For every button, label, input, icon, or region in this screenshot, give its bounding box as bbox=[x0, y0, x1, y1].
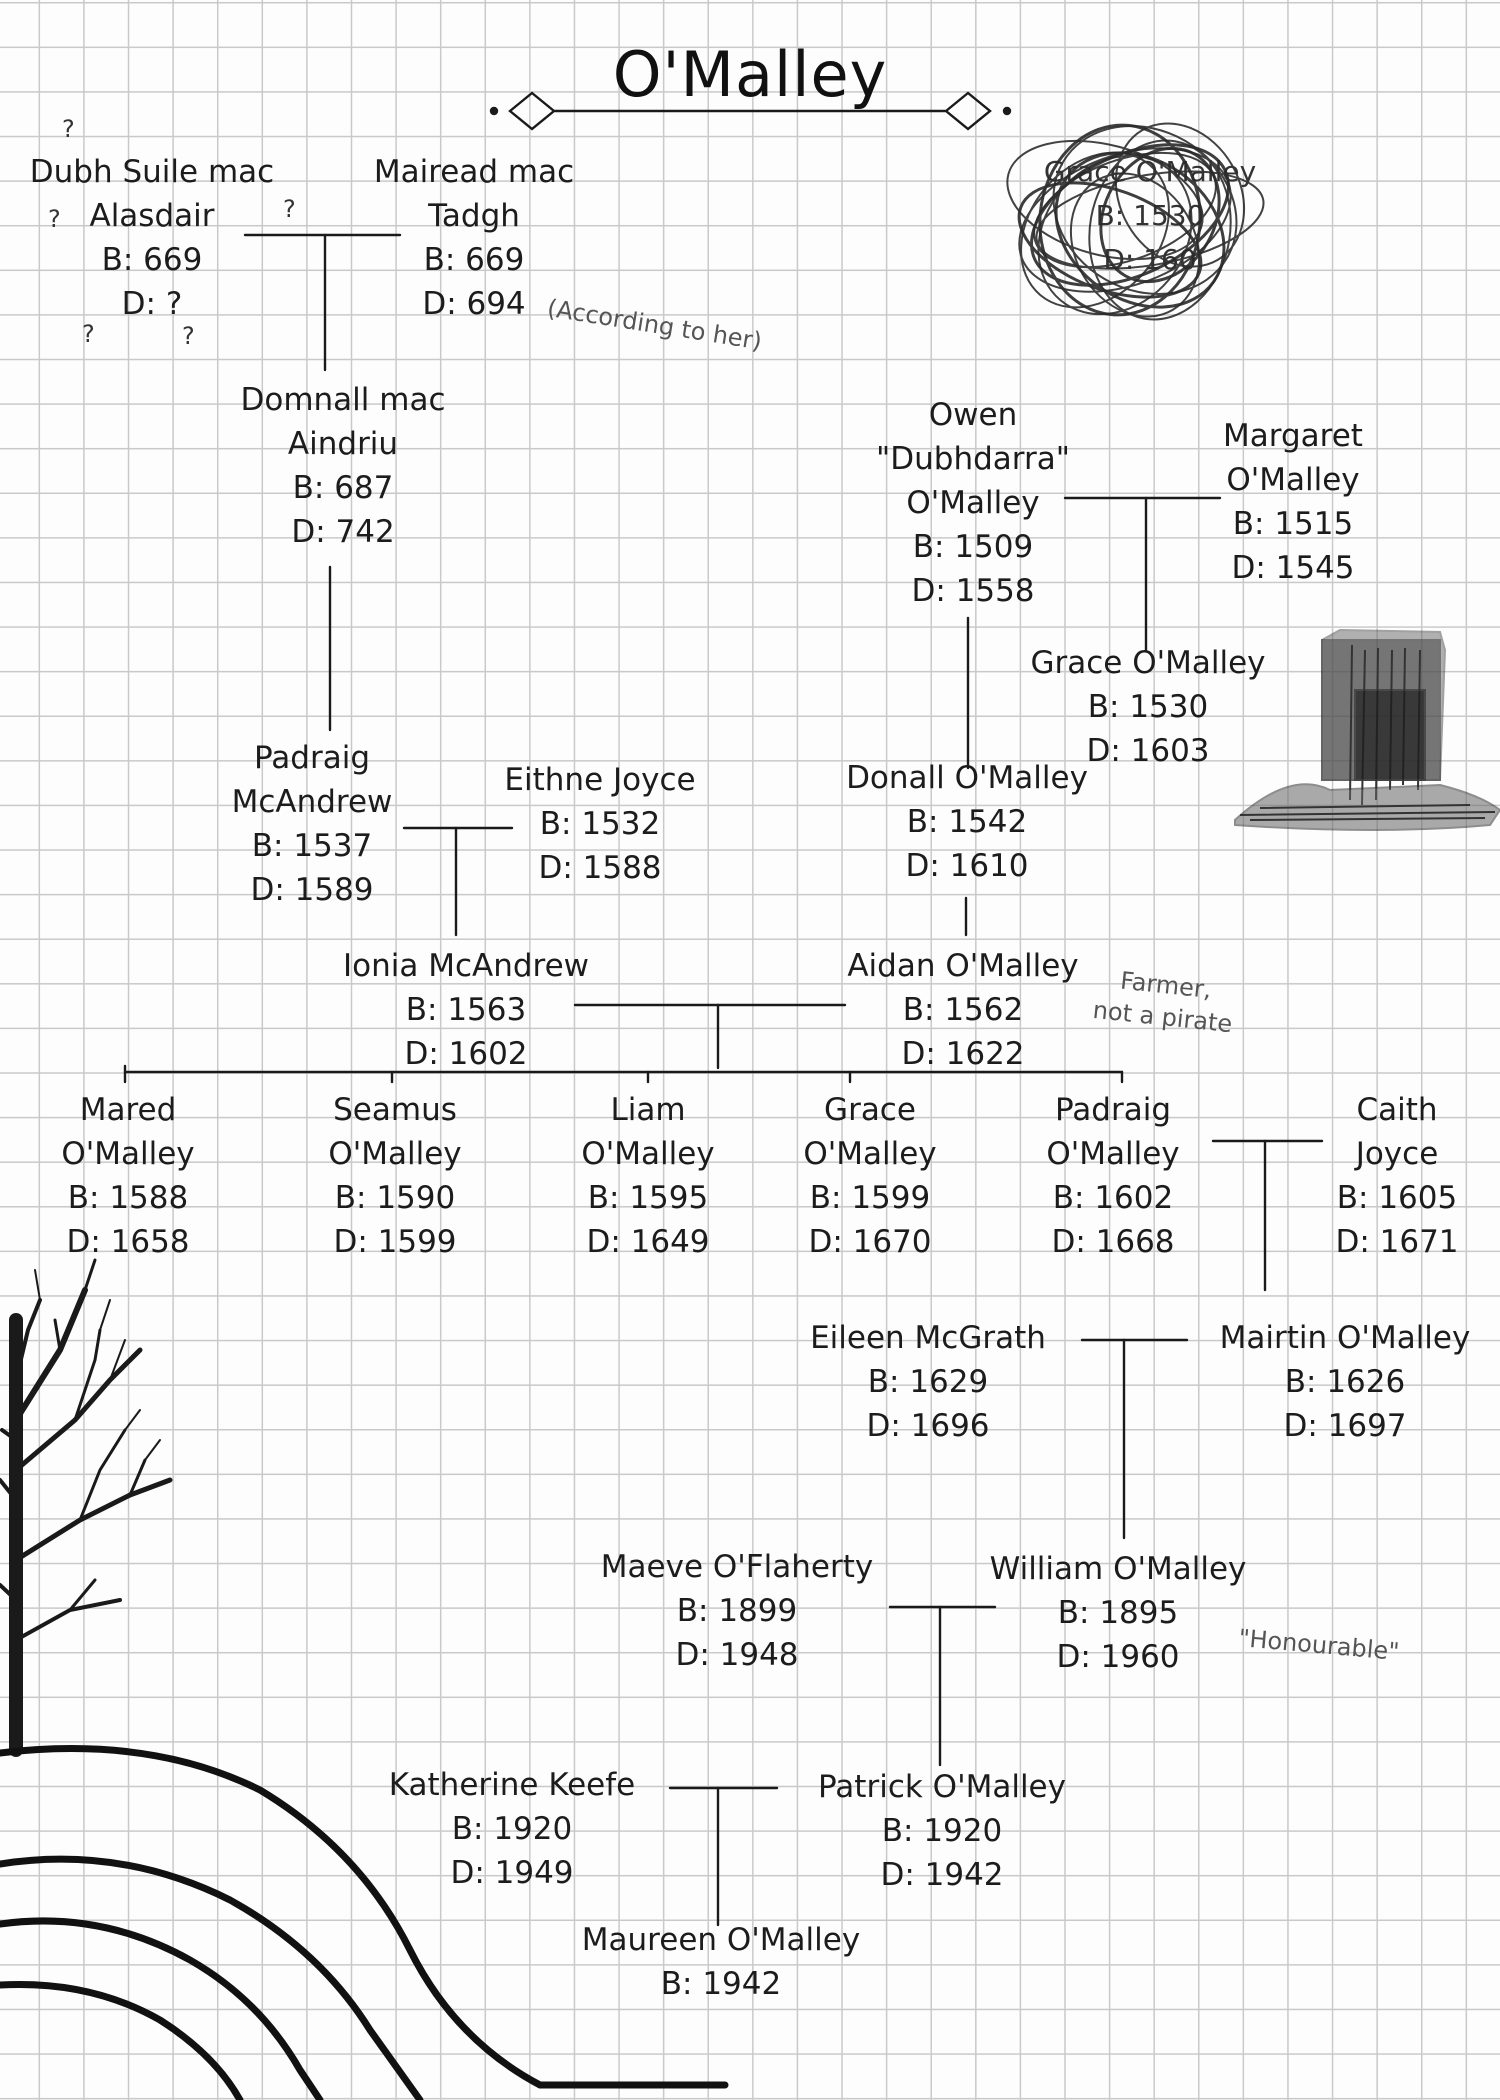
question-mark: ? bbox=[48, 205, 61, 233]
question-mark: ? bbox=[283, 195, 296, 223]
person-liam: Liam O'Malley B: 1595 D: 1649 bbox=[581, 1092, 715, 1260]
note-farmer: Farmer, not a pirate bbox=[1091, 966, 1234, 1039]
person-william: William O'Malley B: 1895 D: 1960 bbox=[989, 1551, 1247, 1675]
person-owen: Owen "Dubhdarra" O'Malley B: 1509 D: 1558 bbox=[876, 397, 1070, 609]
person-padraig-mcandrew: Padraig McAndrew B: 1537 D: 1589 bbox=[231, 740, 393, 908]
crossed-out-name: Grace O'Malley bbox=[1043, 155, 1257, 188]
person-patrick: Patrick O'Malley B: 1920 D: 1942 bbox=[818, 1769, 1066, 1893]
person-maureen: Maureen O'Malley B: 1942 bbox=[581, 1922, 861, 2002]
bare-tree-icon bbox=[0, 1260, 170, 1750]
person-grace-1530: Grace O'Malley B: 1530 D: 1603 bbox=[1030, 645, 1266, 769]
crossed-out-entry bbox=[1020, 150, 1280, 282]
person-grace-1599: Grace O'Malley B: 1599 D: 1670 bbox=[803, 1092, 937, 1260]
person-mairtin: Mairtin O'Malley B: 1626 D: 1697 bbox=[1219, 1320, 1471, 1444]
person-maeve: Maeve O'Flaherty B: 1899 D: 1948 bbox=[600, 1549, 874, 1673]
question-mark: ? bbox=[82, 320, 95, 348]
person-eileen: Eileen McGrath B: 1629 D: 1696 bbox=[810, 1320, 1046, 1444]
person-margaret: Margaret O'Malley B: 1515 D: 1545 bbox=[1223, 418, 1363, 586]
person-ionia: Ionia McAndrew B: 1563 D: 1602 bbox=[342, 948, 590, 1072]
person-mairead: Mairead mac Tadgh B: 669 D: 694 bbox=[373, 154, 575, 322]
pirate-hat-sketch bbox=[1235, 630, 1500, 830]
person-padraig-omalley: Padraig O'Malley B: 1602 D: 1668 bbox=[1046, 1092, 1180, 1260]
crossed-out-death: D: 160 bbox=[1103, 243, 1197, 276]
person-caith-joyce: Caith Joyce B: 1605 D: 1671 bbox=[1335, 1092, 1459, 1260]
person-donall: Donall O'Malley B: 1542 D: 1610 bbox=[846, 760, 1088, 884]
question-mark: ? bbox=[182, 322, 195, 350]
person-eithne-joyce: Eithne Joyce B: 1532 D: 1588 bbox=[504, 762, 696, 886]
note-honourable: "Honourable" bbox=[1237, 1623, 1401, 1666]
note-according-to-her: (According to her) bbox=[545, 293, 764, 356]
person-domnall: Domnall mac Aindriu B: 687 D: 742 bbox=[240, 382, 446, 550]
person-mared: Mared O'Malley B: 1588 D: 1658 bbox=[61, 1092, 195, 1260]
person-katherine: Katherine Keefe B: 1920 D: 1949 bbox=[388, 1767, 636, 1891]
crossed-out-birth: B: 1530 bbox=[1095, 199, 1205, 232]
title-ornament bbox=[491, 93, 1010, 129]
person-seamus: Seamus O'Malley B: 1590 D: 1599 bbox=[328, 1092, 462, 1260]
question-mark: ? bbox=[62, 115, 75, 143]
page-title: O'Malley bbox=[612, 38, 888, 111]
person-dubh-suile: Dubh Suile mac Alasdair B: 669 D: ? bbox=[29, 154, 275, 322]
person-aidan: Aidan O'Malley B: 1562 D: 1622 bbox=[847, 948, 1079, 1072]
